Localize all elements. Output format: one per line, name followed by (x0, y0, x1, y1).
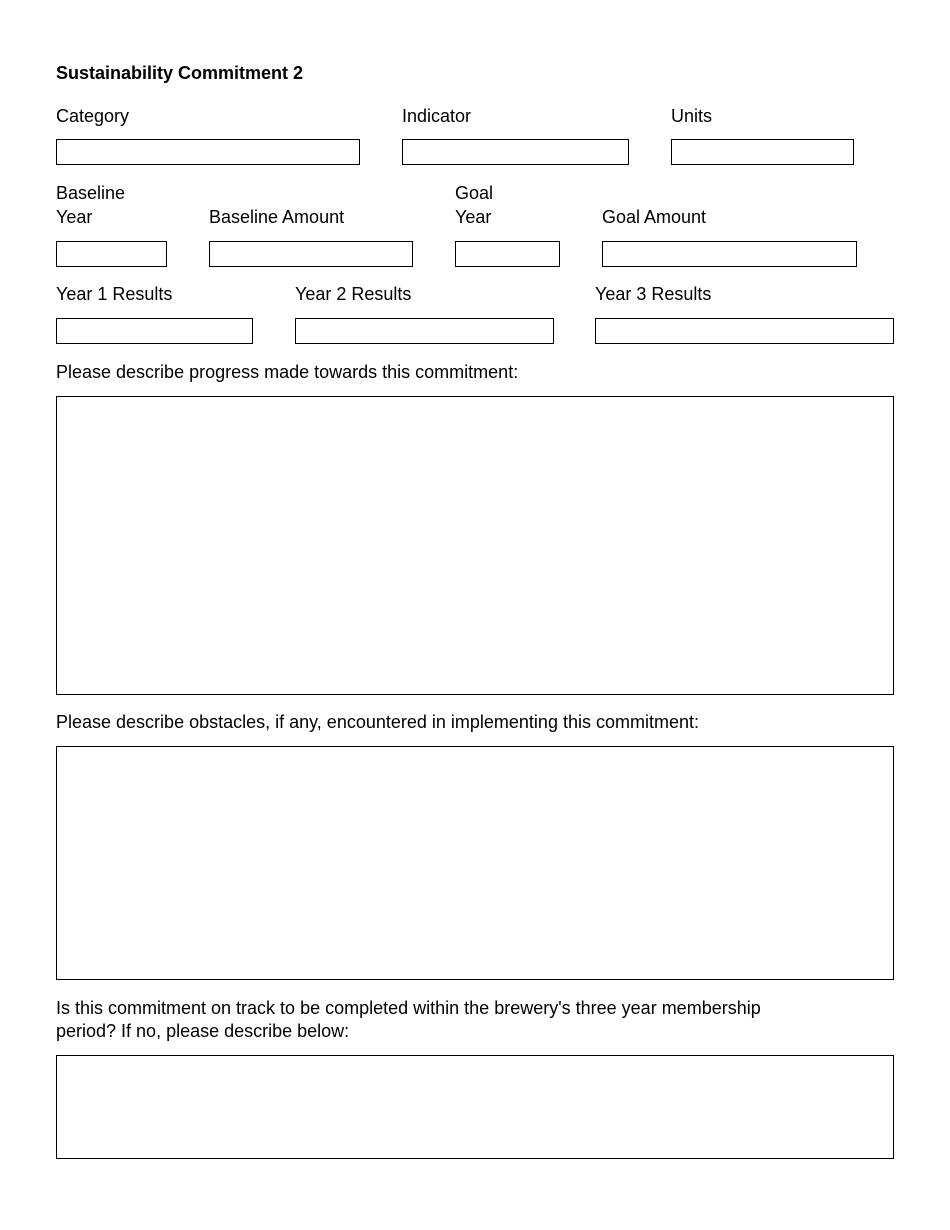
indicator-label: Indicator (402, 106, 472, 126)
year2-results-field[interactable] (295, 318, 554, 344)
goal-amount-field[interactable] (602, 241, 857, 267)
goal-year-label-line2: Year (455, 207, 492, 227)
category-field[interactable] (56, 139, 360, 165)
obstacles-textarea[interactable] (56, 746, 894, 980)
baseline-year-label-line1: Baseline (56, 183, 126, 203)
goal-year-label-line1: Goal (455, 183, 494, 203)
category-label: Category (56, 106, 130, 126)
year2-results-label: Year 2 Results (295, 284, 412, 304)
page-title: Sustainability Commitment 2 (56, 63, 304, 83)
goal-amount-label: Goal Amount (602, 207, 707, 227)
obstacles-question: Please describe obstacles, if any, encountered in implementing this commitment: (56, 712, 699, 732)
year1-results-label: Year 1 Results (56, 284, 173, 304)
on-track-textarea[interactable] (56, 1055, 894, 1159)
baseline-amount-field[interactable] (209, 241, 413, 267)
indicator-field[interactable] (402, 139, 629, 165)
year1-results-field[interactable] (56, 318, 253, 344)
progress-textarea[interactable] (56, 396, 894, 695)
year3-results-field[interactable] (595, 318, 894, 344)
units-field[interactable] (671, 139, 854, 165)
units-label: Units (671, 106, 713, 126)
baseline-year-label-line2: Year (56, 207, 93, 227)
baseline-amount-label: Baseline Amount (209, 207, 345, 227)
on-track-question-line2: period? If no, please describe below: (56, 1021, 350, 1041)
on-track-question-line1: Is this commitment on track to be completed within the brewery's three year membership (56, 998, 761, 1018)
goal-year-field[interactable] (455, 241, 560, 267)
baseline-year-field[interactable] (56, 241, 167, 267)
year3-results-label: Year 3 Results (595, 284, 712, 304)
progress-question: Please describe progress made towards this commitment: (56, 362, 519, 382)
